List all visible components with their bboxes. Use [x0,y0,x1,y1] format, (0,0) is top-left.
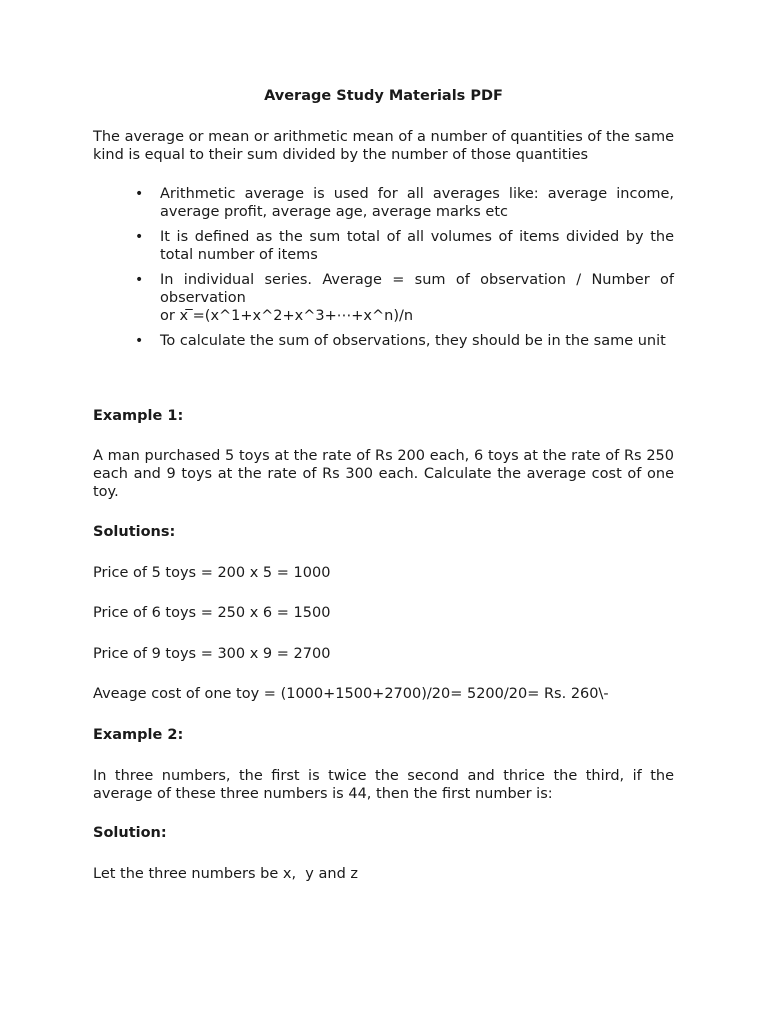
example2-solution-heading: Solution: [93,825,167,841]
example1-step: Price of 6 toys = 250 x 6 = 1500 [93,605,331,621]
bullet-icon: • [135,229,144,245]
document-title: Average Study Materials PDF [264,88,503,104]
example1-solution-heading: Solutions: [93,524,176,540]
example1-step: Aveage cost of one toy = (1000+1500+2700)/20= 5200/20= Rs. 260\- [93,686,609,702]
example1-step: Price of 9 toys = 300 x 9 = 2700 [93,646,331,662]
example1-heading: Example 1: [93,408,184,424]
bullet-text: Arithmetic average is used for all averages like: average income, average profit, average age, average marks etc [160,186,674,220]
intro-paragraph: The average or mean or arithmetic mean of a number of quantities of the same kind is equal to their sum divided by the number of those quantities [93,129,674,163]
example2-heading: Example 2: [93,727,184,743]
bullet-text: It is defined as the sum total of all volumes of items divided by the total number of items [160,229,674,263]
bullet-icon: • [135,333,144,349]
bullet-item [93,228,674,264]
example1-step: Price of 5 toys = 200 x 5 = 1000 [93,565,331,581]
definition-bullet-list [93,185,674,357]
bullet-item [93,271,674,325]
bullet-text: To calculate the sum of observations, they should be in the same unit [160,333,666,349]
bullet-item [93,185,674,221]
bullet-item [93,332,674,350]
example2-problem: In three numbers, the first is twice the second and thrice the third, if the average of these three numbers is 44, then the first number is: [93,768,674,802]
example1-problem: A man purchased 5 toys at the rate of Rs 200 each, 6 toys at the rate of Rs 250 each and 9 toys at the rate of Rs 300 each. Calculate the average cost of one toy. [93,448,674,500]
bullet-icon: • [135,186,144,202]
example2-step: Let the three numbers be x, y and z [93,866,359,882]
formula-text: or x ̅=(x^1+x^2+x^3+⋯+x^n)/n [160,308,414,324]
bullet-text: In individual series. Average = sum of observation / Number of observation [160,272,674,306]
bullet-icon: • [135,272,144,288]
